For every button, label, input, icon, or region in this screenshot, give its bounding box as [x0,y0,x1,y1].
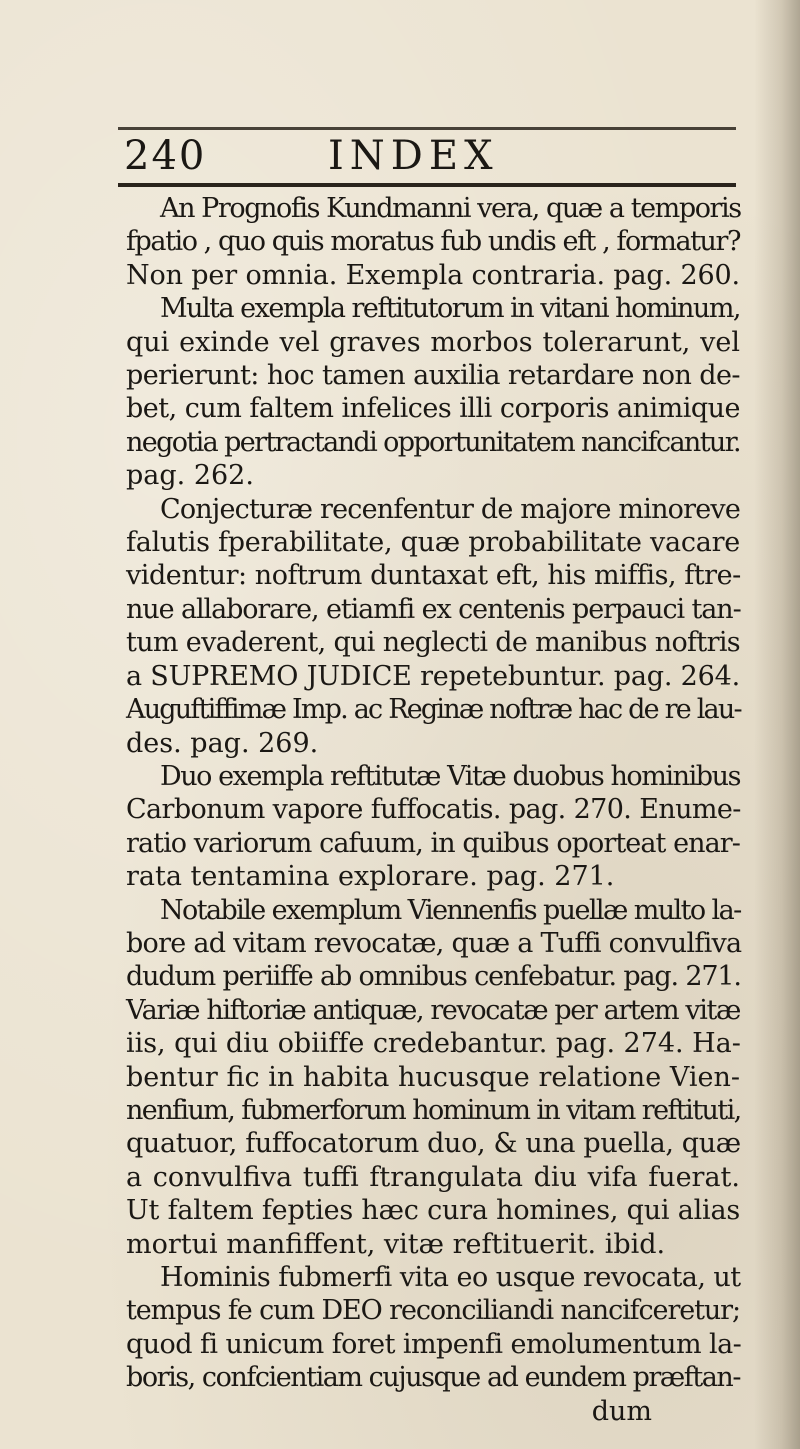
text-line: negotia pertractandi opportunitatem nancifcantur. [126,426,740,458]
text-line: quod fi unicum foret impenfi emolumentum la- [126,1328,742,1360]
text-line: bentur fic in habita hucusque relatione Vien- [126,1061,740,1093]
text-line: bet, cum faltem infelices illi corporis animique [126,393,740,425]
running-head: INDEX [328,133,499,179]
header-top-rule [118,127,736,130]
text-line: pag. 262. [126,460,254,492]
text-line: dudum periiffe ab omnibus cenfebatur. pag. 271. [126,961,741,993]
text-line: nenfium, fubmerforum hominum in vitam reftituti, [126,1094,741,1126]
text-line: a SUPREMO JUDICE repetebuntur. pag. 264. [126,660,740,692]
index-body-text [126,192,740,1428]
text-line: falutis fperabilitate, quæ probabilitate vacare [126,527,740,559]
text-line: Variæ hiftoriæ antiquæ, revocatæ per artem vitæ [126,994,740,1026]
text-line: ratio variorum cafuum, in quibus oporteat enar- [126,827,740,859]
text-line: Notabile exemplum Viennenfis puellæ multo la- [160,894,741,926]
text-line: a convulfiva tuffi ftrangulata diu vifa fuerat. [126,1161,740,1193]
text-line: qui exinde vel graves morbos tolerarunt, vel [126,326,740,358]
text-line: Conjecturæ recenfentur de majore minoreve [160,493,741,525]
text-line: nue allaborare, etiamfi ex centenis perpauci tan- [126,593,741,625]
header-bottom-rule [118,183,736,187]
text-line: Ut faltem fepties hæc cura homines, qui alias [126,1195,740,1227]
text-line: mortui manfiffent, vitæ reftituerit. ibid. [126,1228,666,1260]
text-line: Multa exempla reftitutorum in vitani hominum, [160,293,740,325]
text-line: des. pag. 269. [126,727,319,759]
text-line: An Prognofis Kundmanni vera, quæ a temporis [160,193,741,224]
text-line: Duo exempla reftitutæ Vitæ duobus hominibus [160,760,740,792]
page-edge-shadow [754,0,800,1449]
text-line: quatuor, fuffocatorum duo, & una puella, quæ [126,1128,741,1160]
text-line: dum [591,1395,652,1427]
text-line: Non per omnia. Exempla contraria. pag. 260. [126,259,740,291]
text-line: tum evaderent, qui neglecti de manibus noftris [126,627,740,659]
text-line: Auguftiffimæ Imp. ac Reginæ noftræ hac de re lau- [126,694,741,726]
text-line: rata tentamina explorare. pag. 271. [126,861,615,893]
text-line: bore ad vitam revocatæ, quæ a Tuffi convulfiva [126,927,742,959]
text-line: iis, qui diu obiiffe credebantur. pag. 274. Ha- [126,1028,741,1060]
text-line: videntur: noftrum duntaxat eft, his miffis, ftre- [126,560,741,592]
text-line: Hominis fubmerfi vita eo usque revocata, ut [160,1262,741,1293]
text-line: Carbonum vapore fuffocatis. pag. 270. Enume- [126,794,741,826]
page-number: 240 [124,133,207,179]
text-line: perierunt: hoc tamen auxilia retardare non de- [126,360,740,392]
text-line: fpatio , quo quis moratus fub undis eft , formatur? [126,226,740,258]
text-line: boris, confcientiam cujusque ad eundem præftan- [126,1362,740,1394]
text-line: tempus fe cum DEO reconciliandi nancifceretur; [126,1295,740,1327]
